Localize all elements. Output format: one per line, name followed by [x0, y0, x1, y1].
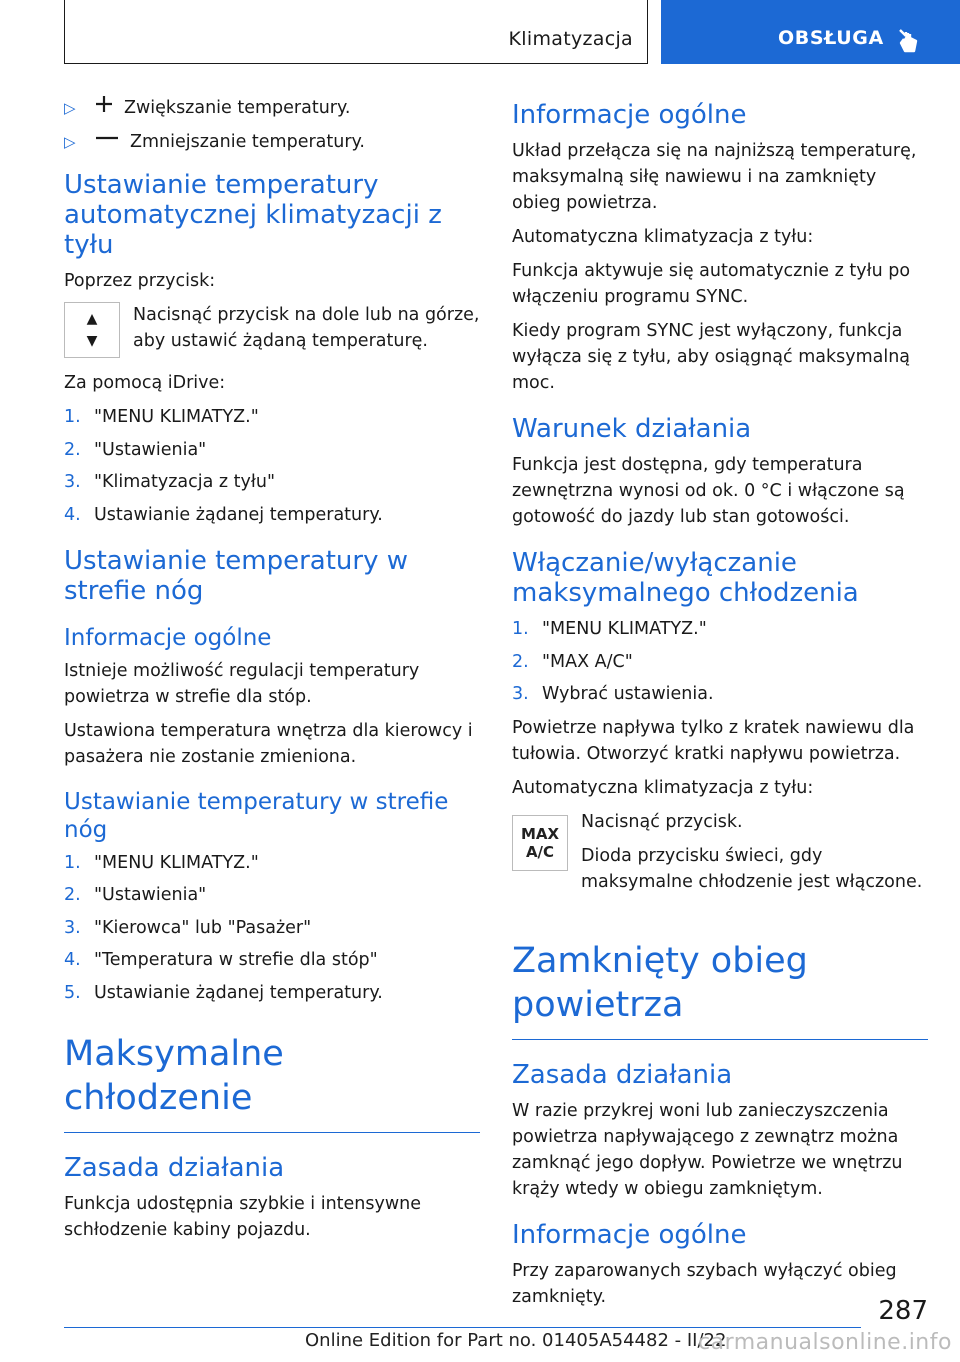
heading-foot-temp: Ustawianie temperatury w strefie nóg	[64, 545, 409, 606]
paragraph: Kiedy program SYNC jest wyłączony, funkcja wyłącza się z tyłu, aby osiągnąć maksymalną moc.	[512, 321, 911, 393]
list-item: 1. "MENU KLIMATYZ."	[512, 619, 707, 639]
triangle-bullet-icon: ▷	[64, 133, 76, 151]
heading-foot-temp-2: Ustawianie temperatury w strefie nóg	[64, 788, 449, 843]
bullet-text: Zwiększanie temperatury.	[124, 98, 351, 118]
plus-icon	[94, 94, 124, 122]
hand-pointer-icon	[897, 27, 919, 53]
edition-footer: Online Edition for Part no. 01405A54482 - II/22	[305, 1330, 727, 1351]
list-item: 2. "Ustawienia"	[64, 885, 207, 905]
triangle-bullet-icon: ▷	[64, 99, 76, 117]
heading-rear-temp: Ustawianie temperatury automatycznej klimatyzacji z tyłu	[64, 170, 442, 260]
list-item: 3. "Kierowca" lub "Pasażer"	[64, 917, 312, 938]
paragraph: Układ przełącza się na najniższą temperaturę, maksymalną siłę nawiewu i na zamknięty obieg powietrza.	[512, 141, 917, 213]
paragraph: Nacisnąć przycisk na dole lub na górze, aby ustawić żądaną temperaturę.	[133, 305, 480, 351]
watermark: carmanualsonline.info	[698, 1330, 952, 1355]
list-item: 3. Wybrać ustawienia.	[512, 684, 714, 704]
list-item: 4. Ustawianie żądanej temperatury.	[64, 504, 383, 525]
steps-list-2	[64, 850, 480, 1006]
chapter-tab	[661, 0, 960, 64]
bullet-text: Zmniejszanie temperatury.	[130, 132, 365, 152]
paragraph: Powietrze napływa tylko z kratek nawiewu dla tułowia. Otworzyć kratki napływu powietrza.	[512, 718, 915, 764]
left-column	[64, 94, 480, 1251]
list-item: 5. Ustawianie żądanej temperatury.	[64, 982, 383, 1003]
paragraph: Dioda przycisku świeci, gdy maksymalne chłodzenie jest włączone.	[581, 846, 923, 892]
heading-general-2: Informacje ogólne	[512, 1220, 747, 1250]
heading-condition: Warunek działania	[512, 414, 752, 444]
paragraph: Funkcja udostępnia szybkie i intensywne schłodzenie kabiny pojazdu.	[64, 1193, 422, 1240]
header-box	[64, 0, 648, 64]
list-item: 1. "MENU KLIMATYZ."	[64, 407, 259, 427]
minus-icon	[94, 128, 130, 156]
up-down-button-icon: ▲ ▼	[64, 302, 120, 358]
button-instruction	[64, 302, 480, 358]
paragraph: Za pomocą iDrive:	[64, 373, 226, 393]
paragraph: Istnieje możliwość regulacji temperatury powietrza w strefie dla stóp.	[64, 660, 420, 707]
list-item: 1. "MENU KLIMATYZ."	[64, 852, 259, 873]
steps-list-1	[64, 404, 480, 528]
steps-list-3	[512, 616, 928, 707]
heading-principle: Zasada działania	[512, 1060, 733, 1090]
heading-toggle: Włączanie/wyłączanie maksymalnego chłodzenia	[512, 548, 859, 608]
page-number: 287	[878, 1296, 928, 1326]
list-item: 2. "MAX A/C"	[512, 651, 633, 672]
list-item: 4. "Temperatura w strefie dla stóp"	[64, 950, 378, 970]
paragraph: Nacisnąć przycisk.	[581, 812, 743, 832]
chapter-label: OBSŁUGA	[778, 27, 884, 49]
right-column	[512, 100, 928, 1318]
bullet-decrease	[64, 128, 480, 156]
paragraph: Poprzez przycisk:	[64, 271, 216, 291]
heading-general: Informacje ogólne	[64, 624, 272, 651]
heading-principle: Zasada działania	[64, 1152, 285, 1183]
paragraph: Funkcja aktywuje się automatycznie z tyłu po włączeniu programu SYNC.	[512, 261, 911, 307]
paragraph: Przy zaparowanych szybach wyłączyć obieg zamknięty.	[512, 1261, 897, 1307]
heading-recirculation: Zamknięty obieg powietrza	[512, 939, 928, 1040]
bullet-increase	[64, 94, 480, 122]
list-item: 3. "Klimatyzacja z tyłu"	[64, 472, 275, 492]
paragraph: W razie przykrej woni lub zanieczyszczenia powietrza napływającego z zewnątrz można zamknąć jego dopływ. Powietrze we wnętrzu krąży wtedy w obiegu zamkniętym.	[512, 1101, 903, 1199]
footer-divider	[64, 1327, 861, 1328]
heading-general: Informacje ogólne	[512, 100, 747, 130]
section-title: Klimatyzacja	[508, 28, 633, 50]
list-item: 2. "Ustawienia"	[64, 439, 207, 460]
heading-max-cooling: Maksymalne chłodzenie	[64, 1032, 480, 1133]
paragraph: Automatyczna klimatyzacja z tyłu:	[512, 227, 814, 247]
max-ac-button-icon: MAX A/C	[512, 815, 568, 871]
maxac-instruction	[512, 809, 928, 895]
paragraph: Ustawiona temperatura wnętrza dla kierowcy i pasażera nie zostanie zmieniona.	[64, 720, 473, 767]
paragraph: Automatyczna klimatyzacja z tyłu:	[512, 778, 814, 798]
paragraph: Funkcja jest dostępna, gdy temperatura zewnętrzna wynosi od ok. 0 °C i włączone są gotowość do jazdy lub stan gotowości.	[512, 455, 905, 527]
